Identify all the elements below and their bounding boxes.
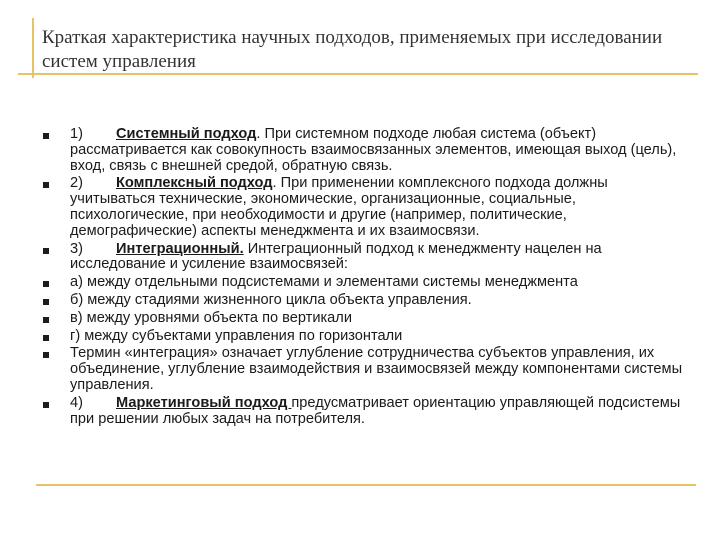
list-item	[40, 275, 690, 291]
square-bullet-icon	[43, 352, 49, 358]
square-bullet-icon	[43, 182, 49, 188]
list-item	[40, 293, 690, 309]
list-item	[40, 346, 690, 393]
item-text: . При системном подходе любая система (объект) рассматривается как совокупность взаимосвязанных элементов, имеющая выход (цель), вход, связь с внешней средой, обратную связь.	[70, 126, 677, 174]
item-term: Маркетинговый подход	[116, 394, 292, 411]
item-number: 2)	[70, 175, 83, 192]
list-item	[40, 311, 690, 327]
list-item	[40, 176, 690, 239]
item-term: Системный подход	[116, 126, 257, 142]
item-text: в) между уровнями объекта по вертикали	[70, 309, 352, 326]
item-text: а) между отдельными подсистемами и элементами системы менеджмента	[70, 274, 578, 291]
square-bullet-icon	[43, 402, 49, 408]
square-bullet-icon	[43, 335, 49, 341]
bullet-list	[40, 127, 690, 429]
item-text: б) между стадиями жизненного цикла объекта управления.	[70, 291, 472, 308]
accent-vertical-line	[32, 18, 34, 78]
item-term: Интеграционный.	[116, 240, 244, 257]
item-number: 3)	[70, 240, 83, 257]
square-bullet-icon	[43, 317, 49, 323]
item-text: Интеграционный подход к менеджменту нацелен на исследование и усиление взаимосвязей:	[70, 240, 602, 273]
bottom-divider	[36, 484, 696, 486]
item-text: предусматривает ориентацию управляющей подсистемы при решении любых задач на потребителя.	[70, 394, 681, 427]
list-item	[40, 242, 690, 274]
item-number: 1)	[70, 126, 83, 142]
square-bullet-icon	[43, 299, 49, 305]
item-text: Термин «интеграция» означает углубление сотрудничества субъектов управления, их объединение, углубление взаимодействия и взаимосвязей между компонентами системы управления.	[70, 345, 683, 393]
slide-title: Краткая характеристика научных подходов, применяемых при исследовании систем управления	[42, 27, 663, 72]
list-item	[40, 329, 690, 345]
list-item	[40, 396, 690, 428]
item-text: . При применении комплексного подхода должны учитываться технические, экономические, организационные, социальные, психологические, при необходимости и другие (например, политические, демографические) аспекты менеджмента и их взаимосвязи.	[70, 175, 608, 239]
square-bullet-icon	[43, 248, 49, 254]
square-bullet-icon	[43, 133, 49, 139]
title-divider	[18, 73, 698, 75]
item-number: 4)	[70, 394, 83, 411]
list-item	[40, 127, 690, 174]
item-text: г) между субъектами управления по горизонтали	[70, 327, 403, 344]
item-term: Комплексный подход	[116, 175, 273, 192]
square-bullet-icon	[43, 281, 49, 287]
